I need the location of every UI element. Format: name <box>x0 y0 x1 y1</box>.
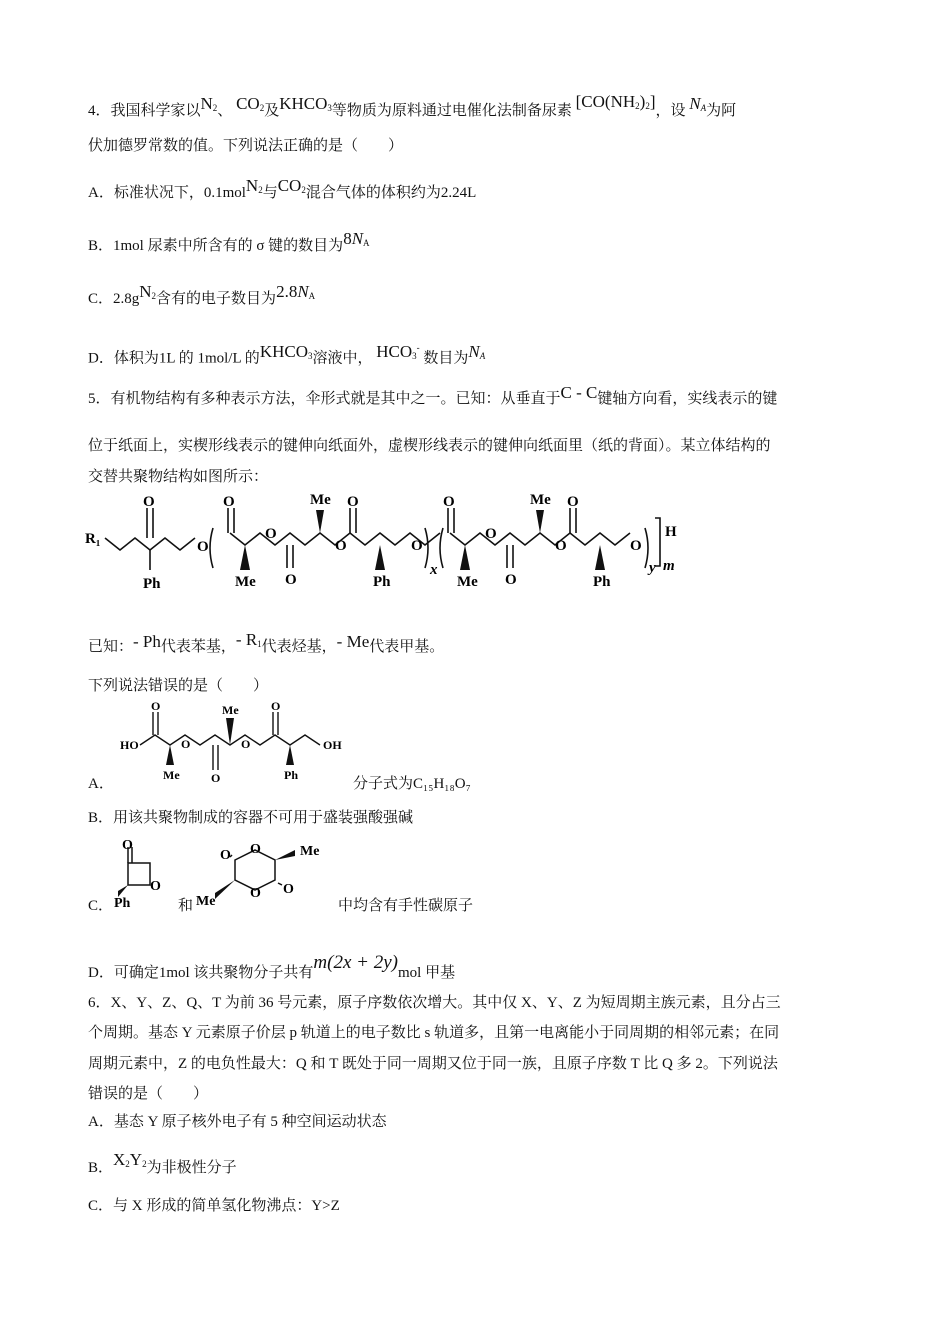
q4-option-c: C．$2.8gN_2$含有的电子数目为$2.8N_A$ <box>88 282 316 307</box>
svg-text:O: O <box>347 494 359 510</box>
q5-stem-line3: 交替共聚物结构如图所示： <box>88 469 269 485</box>
svg-text:Me: Me <box>196 894 216 909</box>
q4-option-b: B．1mol 尿素中所含有的 σ 键的数目为$8N_A$ <box>88 229 370 254</box>
polymer-structure <box>85 488 705 598</box>
q4-option-d: D．体积为1L 的 1mol/L 的$KHCO_3$溶液中， $HCO_3^-$ 数目为$N_A$ <box>88 341 486 367</box>
q5-option-a-label: A． <box>88 776 114 792</box>
svg-text:Me: Me <box>222 703 239 717</box>
svg-text:Me: Me <box>530 492 551 508</box>
svg-text:y: y <box>649 560 656 576</box>
q6-stem-line1: 6．X、Y、Z、Q、T 为前 36 号元素，原子序数依次增大。其中仅 X、Y、Z 为短周期主族元素，且分占三 <box>88 995 781 1011</box>
q5-known-line: 已知：- Ph代表苯基，- $R_1$代表烃基，- Me代表甲基。 <box>88 630 445 655</box>
svg-text:x: x <box>430 562 438 578</box>
q5-option-c-and: 和 <box>178 898 194 914</box>
q5-stem-line2: 位于纸面上，实楔形线表示的键伸向纸面外，虚楔形线表示的键伸向纸面里（纸的背面）。某立体结构的 <box>88 438 771 454</box>
option-c-structures <box>110 835 340 915</box>
svg-text:O: O <box>122 838 133 853</box>
svg-text:O: O <box>143 494 155 510</box>
svg-text:OH: OH <box>323 738 342 752</box>
svg-text:O: O <box>443 494 455 510</box>
svg-text:O: O <box>265 526 277 542</box>
svg-text:Ph: Ph <box>373 574 391 590</box>
svg-text:O: O <box>181 737 191 751</box>
svg-text:O: O <box>283 882 294 897</box>
q6-option-c: C．与 X 形成的简单氢化物沸点：Y>Z <box>88 1198 340 1214</box>
svg-text:O: O <box>505 572 517 588</box>
svg-text:O: O <box>485 526 497 542</box>
svg-text:O: O <box>151 700 161 713</box>
q4-option-a: A．标准状况下，0.1molN$_2$与$CO_2$混合气体的体积约为2.24L <box>88 176 477 201</box>
svg-text:R₁: R₁ <box>85 531 101 547</box>
svg-text:O: O <box>567 494 579 510</box>
q5-option-b: B．用该共聚物制成的容器不可用于盛装强酸强碱 <box>88 810 414 826</box>
svg-text:O: O <box>150 879 161 894</box>
q6-option-b: B．$X_2Y_2$为非极性分子 <box>88 1150 237 1176</box>
q5-option-c-text: 中均含有手性碳原子 <box>338 898 474 914</box>
svg-text:HO: HO <box>120 738 139 752</box>
svg-text:Me: Me <box>310 492 331 508</box>
q6-stem-line3: 周期元素中，Z 的电负性最大：Q 和 T 既处于同一周期又位于同一族，且原子序数 T 比 Q 多 2。下列说法 <box>88 1056 778 1072</box>
q5-option-a-text: 分子式为C₁₅H₁₈O₇ <box>353 776 471 792</box>
svg-text:O: O <box>271 700 281 713</box>
q5-option-d: D．可确定1mol 该共聚物分子共有m(2x + 2y)mol 甲基 <box>88 952 456 981</box>
q6-stem-line4: 错误的是（ ） <box>88 1086 209 1102</box>
svg-text:m: m <box>663 558 675 574</box>
svg-text:O: O <box>250 886 261 901</box>
svg-text:O: O <box>285 572 297 588</box>
svg-text:O: O <box>630 538 642 554</box>
svg-text:O: O <box>241 737 251 751</box>
option-a-structure <box>118 700 358 790</box>
svg-text:Ph: Ph <box>593 574 611 590</box>
svg-text:Me: Me <box>235 574 256 590</box>
svg-text:Me: Me <box>457 574 478 590</box>
svg-text:Ph: Ph <box>114 896 131 911</box>
svg-text:H: H <box>665 524 677 540</box>
q5-option-c-label: C． <box>88 898 114 914</box>
svg-text:O: O <box>555 538 567 554</box>
svg-text:O: O <box>220 848 231 863</box>
q5-question: 下列说法错误的是（ ） <box>88 678 269 694</box>
svg-text:O: O <box>197 539 209 555</box>
q6-option-a: A．基态 Y 原子核外电子有 5 种空间运动状态 <box>88 1114 387 1130</box>
svg-text:O: O <box>211 771 221 785</box>
svg-text:Me: Me <box>163 768 180 782</box>
svg-text:Me: Me <box>300 844 320 859</box>
svg-text:O: O <box>411 538 423 554</box>
svg-text:O: O <box>250 842 261 857</box>
svg-text:Ph: Ph <box>143 576 161 592</box>
q4-stem-line1: 4．我国科学家以$N_2$、 $CO_2$及$KHCO_3$等物质为原料通过电催化法制备尿素 $[CO(NH_2)_2]$，设 $N_A$为阿 <box>88 92 737 119</box>
svg-text:O: O <box>335 538 347 554</box>
svg-text:Ph: Ph <box>284 768 299 782</box>
q4-stem-line2: 伏加德罗常数的值。下列说法正确的是（ ） <box>88 138 404 154</box>
q5-stem-line1: 5．有机物结构有多种表示方法，伞形式就是其中之一。已知：从垂直于C - C键轴方向看，实线表示的键 <box>88 383 778 407</box>
q6-stem-line2: 个周期。基态 Y 元素原子价层 p 轨道上的电子数比 s 轨道多，且第一电离能小于同周期的相邻元素；在同 <box>88 1025 780 1041</box>
svg-text:O: O <box>223 494 235 510</box>
